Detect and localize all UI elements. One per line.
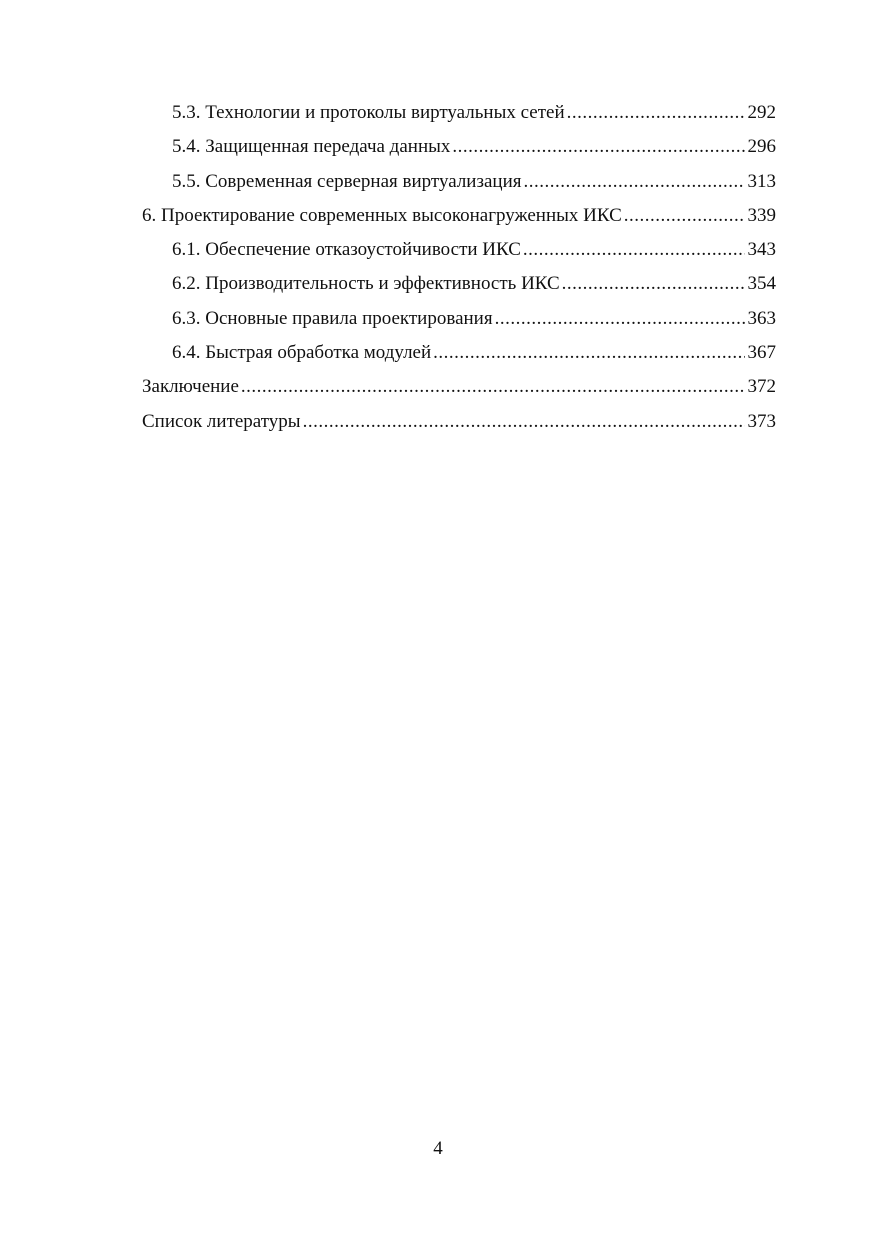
toc-entry-title: 6.1. Обеспечение отказоустойчивости ИКС xyxy=(172,239,521,261)
toc-entry-title: Список литературы xyxy=(142,410,301,432)
toc-entry-5-3[interactable] xyxy=(142,96,776,130)
toc-entry-page: 292 xyxy=(747,102,776,123)
toc-leader-dots xyxy=(433,336,744,370)
toc-leader-dots xyxy=(495,302,745,336)
toc-entry-conclusion[interactable] xyxy=(142,370,776,404)
toc-entry-6-1[interactable] xyxy=(142,233,776,267)
toc-leader-dots xyxy=(523,233,745,267)
toc-entry-page: 296 xyxy=(747,136,776,158)
toc-entry-title: 5.5. Современная серверная виртуализация xyxy=(172,170,522,192)
toc-entry-page: 313 xyxy=(747,170,776,192)
toc-entry-6-4[interactable] xyxy=(142,336,776,370)
toc-entry-page: 373 xyxy=(747,410,776,432)
toc-entry-title: 6. Проектирование современных высоконагруженных ИКС xyxy=(142,204,622,226)
toc-entry-page: 367 xyxy=(747,342,776,364)
toc-leader-dots xyxy=(241,370,745,404)
toc-entry-title: 6.3. Основные правила проектирования xyxy=(172,307,493,329)
toc-leader-dots xyxy=(452,130,744,164)
toc-entry-page: 363 xyxy=(747,307,776,329)
toc-entry-title: 5.3. Технологии и протоколы виртуальных сетей xyxy=(172,102,565,123)
page-number: 4 xyxy=(433,1138,443,1159)
toc-entry-5-4[interactable] xyxy=(142,130,776,164)
toc-leader-dots xyxy=(523,165,744,199)
toc-entry-page: 354 xyxy=(747,273,776,295)
toc-entry-page: 372 xyxy=(747,376,776,398)
toc-entry-title: 5.4. Защищенная передача данных xyxy=(172,136,451,158)
toc-entry-page: 339 xyxy=(747,204,776,226)
toc-leader-dots xyxy=(562,267,745,301)
toc-entry-6[interactable] xyxy=(142,199,776,233)
table-of-contents xyxy=(142,96,776,439)
toc-entry-title: 6.2. Производительность и эффективность ИКС xyxy=(172,273,560,295)
toc-entry-6-3[interactable] xyxy=(142,302,776,336)
toc-entry-page: 343 xyxy=(747,239,776,261)
toc-leader-dots xyxy=(567,96,745,130)
toc-entry-title: 6.4. Быстрая обработка модулей xyxy=(172,342,432,364)
toc-entry-references[interactable] xyxy=(142,405,776,439)
toc-entry-5-5[interactable] xyxy=(142,165,776,199)
toc-leader-dots xyxy=(624,199,745,233)
toc-leader-dots xyxy=(303,405,745,439)
toc-entry-6-2[interactable] xyxy=(142,267,776,301)
toc-entry-title: Заключение xyxy=(142,376,239,398)
